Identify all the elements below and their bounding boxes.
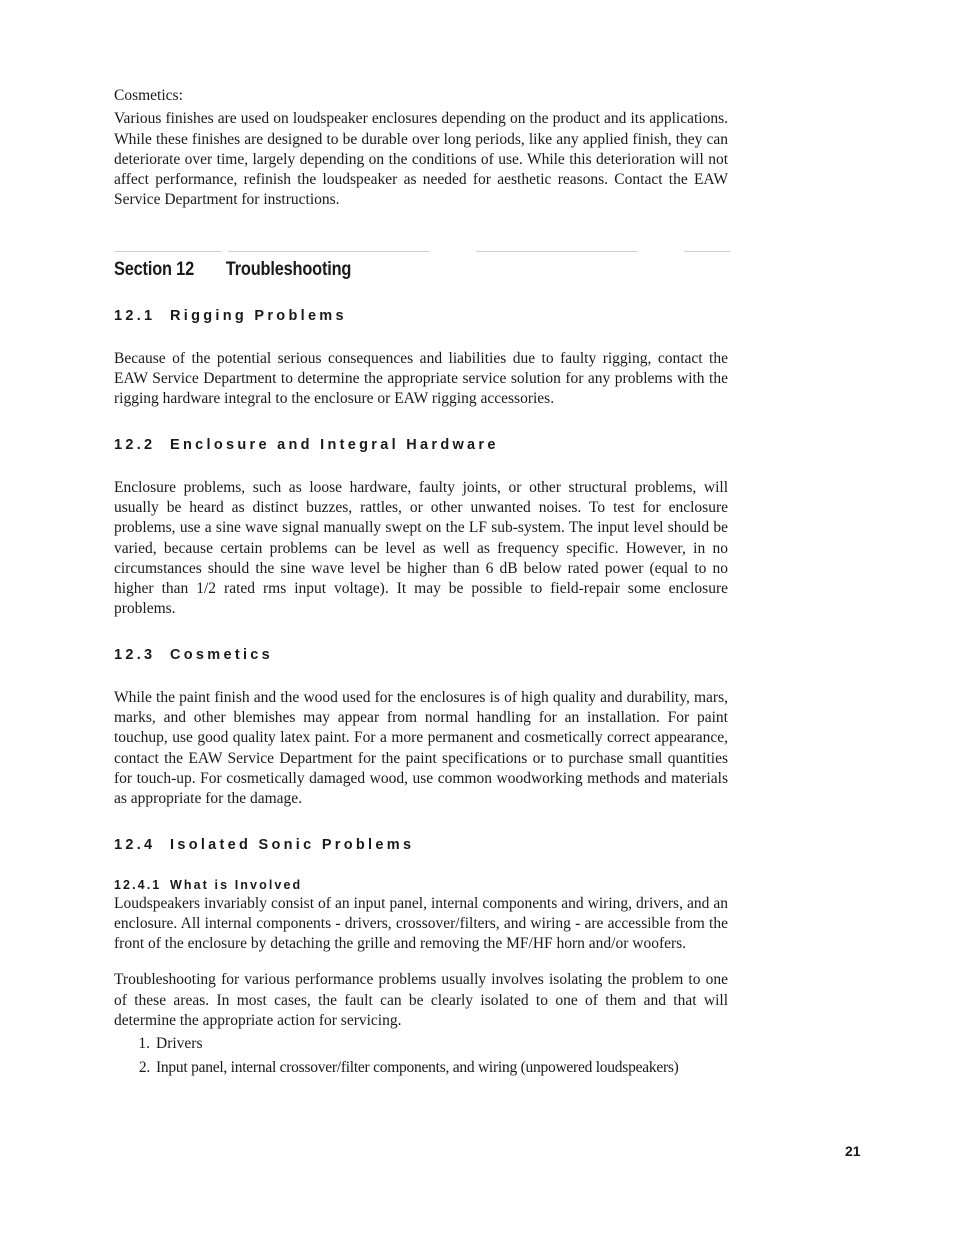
subsection-heading-12-3 bbox=[114, 647, 728, 663]
subsection-number: 12.4 bbox=[114, 836, 156, 853]
rigging-paragraph: Because of the potential serious consequences and liabilities due to faulty rigging, contact the EAW Service Department to determine the appropriate service solution for any problems with the rigging hardware integral to the enclosure or EAW rigging accessories. bbox=[114, 349, 728, 408]
section-divider bbox=[114, 251, 730, 254]
subsection-number: 12.3 bbox=[114, 646, 156, 663]
section-title: Troubleshooting bbox=[225, 258, 352, 280]
cosmetics-intro-paragraph: Various finishes are used on loudspeaker enclosures depending on the product and its applications. While these finishes are designed to be durable over long periods, like any applied finish, they can deteriorate over time, largely depending on the conditions of use. While this deterioration will not affect performance, refinish the loudspeaker as needed for aesthetic reasons. Contact the EAW Service Department for instructions. bbox=[114, 110, 728, 209]
subsection-heading-12-4 bbox=[114, 837, 728, 853]
enclosure-paragraph: Enclosure problems, such as loose hardware, faulty joints, or other structural problems, will usually be heard as distinct buzzes, rattles, or other unwanted noises. To test for enclosure problems, use a sine wave signal manually swept on the LF sub-system. The input level should be varied, because certain problems can be level as well as frequency specific. However, in no circumstances should the sine wave level be higher than 6 dB below rated power (equal to no higher than 1/2 rated rms input voltage). It may be possible to field-repair some enclosure problems. bbox=[114, 478, 728, 618]
list-item-text: Input panel, internal crossover/filter components, and wiring (unpowered loudspeakers) bbox=[156, 1058, 679, 1076]
list-item bbox=[114, 1034, 728, 1054]
list-item-number: 2. bbox=[138, 1058, 150, 1076]
subsubsection-number: 12.4.1 bbox=[114, 877, 162, 892]
cosmetics-label: Cosmetics: bbox=[114, 87, 183, 104]
list-item bbox=[114, 1058, 728, 1078]
section-number: Section 12 bbox=[114, 258, 195, 280]
page-number: 21 bbox=[845, 1143, 861, 1159]
subsection-heading-12-1 bbox=[114, 308, 728, 324]
subsection-title: Isolated Sonic Problems bbox=[170, 836, 415, 853]
subsection-title: Enclosure and Integral Hardware bbox=[170, 436, 499, 453]
what-is-involved-paragraph: Loudspeakers invariably consist of an input panel, internal components and wiring, drivers, and an enclosure. All internal components - drivers, crossover/filters, and wiring - are accessible from the front of the enclosure by detaching the grille and removing the MF/HF horn and/or woofers. bbox=[114, 894, 728, 953]
page-content bbox=[114, 86, 728, 1078]
subsection-heading-12-2 bbox=[114, 437, 728, 453]
section-heading bbox=[114, 259, 642, 281]
cosmetics-paragraph: While the paint finish and the wood used for the enclosures is of high quality and durability, mars, marks, and other blemishes may appear from normal handling for an installation. For paint touchup, use good quality latex paint. For a more permanent and cosmetically correct appearance, contact the EAW Service Department for the paint specifications or to purchase small quantities for touch-up. For cosmetically damaged wood, use common woodworking methods and materials as appropriate for the damage. bbox=[114, 688, 728, 808]
component-list bbox=[114, 1034, 728, 1078]
list-item-number: 1. bbox=[138, 1035, 150, 1053]
subsubsection-title: What is Involved bbox=[170, 877, 303, 892]
subsection-number: 12.1 bbox=[114, 307, 156, 324]
subsection-title: Cosmetics bbox=[170, 646, 274, 663]
list-item-text: Drivers bbox=[156, 1035, 203, 1053]
troubleshooting-paragraph: Troubleshooting for various performance problems usually involves isolating the problem to one of these areas. In most cases, the fault can be clearly isolated to one of them and that will determine the appropriate action for servicing. bbox=[114, 971, 728, 1030]
subsection-number: 12.2 bbox=[114, 436, 156, 453]
subsection-title: Rigging Problems bbox=[170, 307, 347, 324]
subsubsection-heading-12-4-1 bbox=[114, 878, 728, 892]
